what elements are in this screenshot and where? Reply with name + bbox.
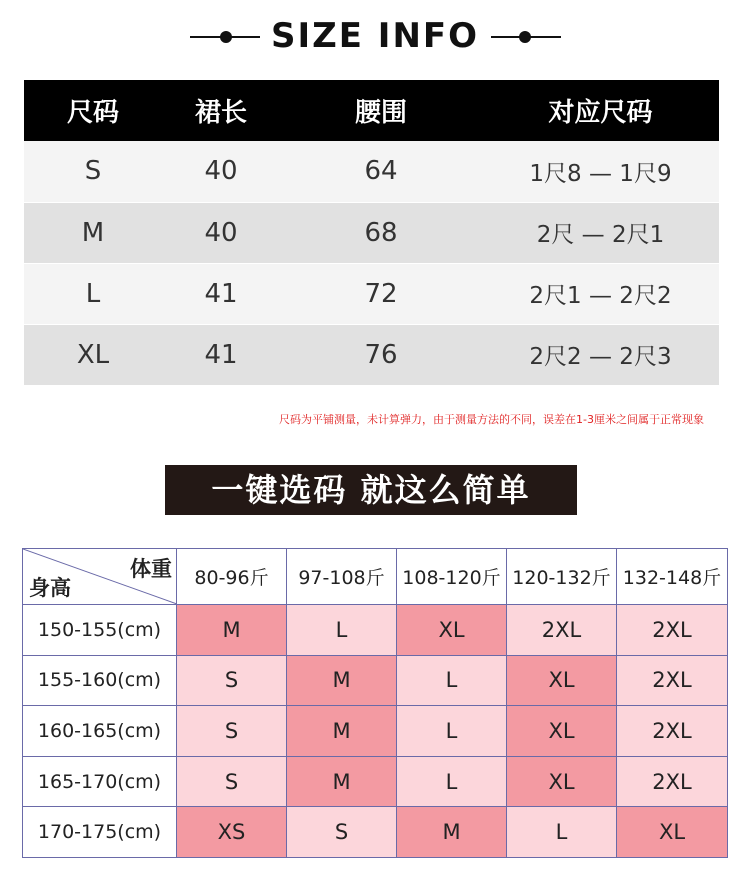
waist-cell: 64 <box>364 156 398 187</box>
corresponding-cell: 2尺2 — 2尺3 <box>482 324 719 385</box>
weight-range-header: 132-148斤 <box>617 549 728 605</box>
size-cell: M <box>287 756 397 807</box>
waist-cell: 76 <box>280 324 482 385</box>
size-table-header <box>24 80 719 141</box>
height-range-cell: 150-155(cm) <box>23 605 177 656</box>
size-cell: 2XL <box>617 706 728 757</box>
height-axis-label: 身高 <box>29 576 71 600</box>
weight-range-header: 108-120斤 <box>397 549 507 605</box>
corresponding-cell: 2尺1 — 2尺2 <box>482 263 719 324</box>
size-cell: L <box>397 706 507 757</box>
length-cell: 40 <box>204 156 238 187</box>
size-cell: S <box>177 756 287 807</box>
size-cell: XL <box>617 807 728 858</box>
size-cell: XS <box>177 807 287 858</box>
table-row <box>24 141 719 202</box>
height-row <box>23 706 728 757</box>
size-cell: S <box>287 807 397 858</box>
size-cell: 2XL <box>617 655 728 706</box>
corresponding-cell: 2尺 — 2尺1 <box>482 202 719 263</box>
size-cell: XL <box>507 655 617 706</box>
size-cell: XL <box>397 605 507 656</box>
col-header-size: 尺码 <box>66 98 119 128</box>
height-range-cell: 160-165(cm) <box>23 706 177 757</box>
size-cell: S <box>177 655 287 706</box>
height-row <box>23 605 728 656</box>
height-row <box>23 655 728 706</box>
length-cell: 41 <box>162 324 280 385</box>
size-cell: S <box>177 706 287 757</box>
col-header-waist: 腰围 <box>354 98 407 128</box>
page-title: SIZE INFO <box>270 16 480 56</box>
quick-size-banner: 一键选码 就这么简单 <box>165 465 577 515</box>
size-cell: L <box>397 756 507 807</box>
size-recommendation-grid <box>22 548 728 858</box>
size-cell: 2XL <box>507 605 617 656</box>
col-header-skirt-length: 裙长 <box>194 98 247 128</box>
size-cell: M <box>177 605 287 656</box>
size-cell: XL <box>24 324 162 385</box>
size-info-header <box>0 14 750 64</box>
length-cell: 40 <box>162 202 280 263</box>
size-cell: XL <box>507 756 617 807</box>
col-header-corresponding-size: 对应尺码 <box>548 98 653 128</box>
length-cell: 41 <box>162 263 280 324</box>
table-row <box>24 263 719 324</box>
waist-cell: 72 <box>280 263 482 324</box>
waist-cell: 68 <box>280 202 482 263</box>
size-cell: M <box>24 202 162 263</box>
size-cell: M <box>397 807 507 858</box>
height-row <box>23 807 728 858</box>
size-cell: L <box>24 263 162 324</box>
corresponding-cell: 1尺8 — 1尺9 <box>529 160 672 187</box>
height-range-cell: 170-175(cm) <box>23 807 177 858</box>
size-table <box>24 80 719 385</box>
height-range-cell: 165-170(cm) <box>23 756 177 807</box>
size-cell: M <box>287 655 397 706</box>
right-ornament <box>491 36 561 38</box>
height-range-cell: 155-160(cm) <box>23 655 177 706</box>
size-cell: 2XL <box>617 605 728 656</box>
size-cell: M <box>287 706 397 757</box>
size-cell: XL <box>507 706 617 757</box>
height-row <box>23 756 728 807</box>
weight-range-header: 80-96斤 <box>177 549 287 605</box>
size-cell: L <box>507 807 617 858</box>
size-cell: S <box>84 156 102 187</box>
size-cell: 2XL <box>617 756 728 807</box>
corner-header-cell <box>23 549 177 605</box>
weight-header-row <box>23 549 728 605</box>
size-cell: L <box>397 655 507 706</box>
weight-range-header: 97-108斤 <box>287 549 397 605</box>
weight-axis-label: 体重 <box>130 557 172 581</box>
table-row <box>24 202 719 263</box>
size-cell: L <box>287 605 397 656</box>
table-row <box>24 324 719 385</box>
measurement-note: 尺码为平铺测量，未计算弹力，由于测量方法的不同，误差在1-3厘米之间属于正常现象 <box>279 413 704 426</box>
right-ornament-dot <box>519 31 531 43</box>
weight-range-header: 120-132斤 <box>507 549 617 605</box>
